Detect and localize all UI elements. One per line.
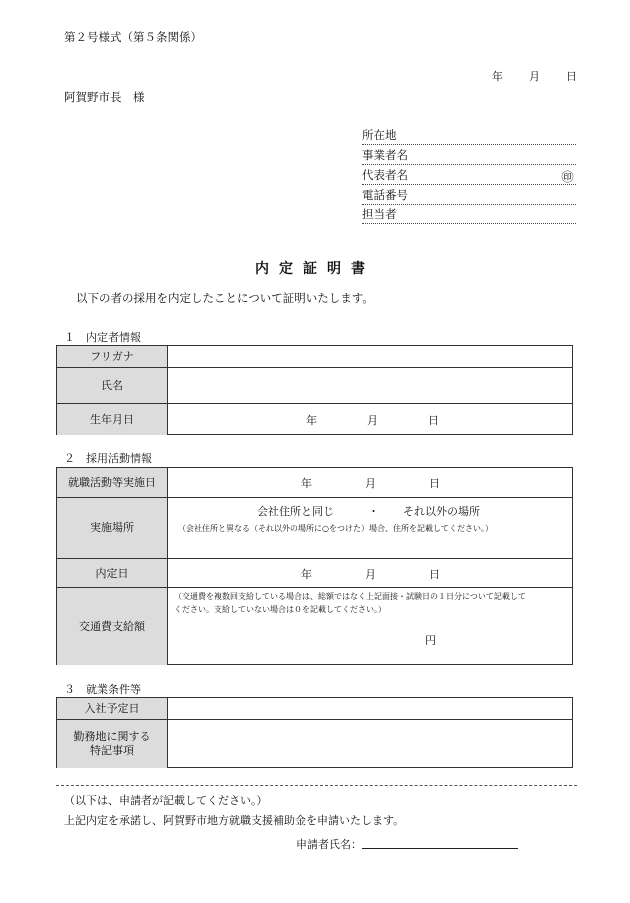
location-option-same[interactable]: 会社住所と同じ: [257, 505, 334, 518]
location-label: 実施場所: [57, 498, 168, 558]
offer-person-table: [56, 345, 573, 435]
activity-year: 年: [301, 476, 312, 490]
date-day-label: 日: [566, 70, 577, 83]
birthdate-row: [57, 403, 572, 435]
birthdate-input[interactable]: [168, 404, 572, 435]
footer-note: （以下は、申請者が記載してください。）: [64, 794, 268, 807]
special-notes-input[interactable]: [168, 720, 572, 768]
furigana-label: フリガナ: [57, 346, 168, 367]
transport-row: [57, 587, 572, 665]
section1-heading: １ 内定者情報: [64, 331, 141, 344]
birth-year: 年: [306, 413, 317, 427]
activity-date-input[interactable]: [168, 468, 572, 497]
name-label: 氏名: [57, 368, 168, 403]
company-name-label: 事業者名: [362, 148, 408, 162]
location-input[interactable]: [168, 498, 572, 558]
activity-date-row: [57, 468, 572, 497]
special-notes-label-line2: 特記事項: [90, 744, 134, 757]
intro-text: 以下の者の採用を内定したことについて証明いたします。: [76, 291, 374, 305]
transport-label: 交通費支給額: [57, 588, 168, 665]
offer-date-input[interactable]: [168, 559, 572, 588]
birth-month: 月: [367, 413, 378, 427]
location-note: （会社住所と異なる（それ以外の場所に○をつけた）場合、住所を記載してください。）: [178, 524, 493, 533]
contact-person-field[interactable]: [362, 204, 576, 224]
birth-day: 日: [428, 413, 439, 427]
location-option-other[interactable]: それ以外の場所: [403, 505, 480, 518]
section3-heading: ３ 就業条件等: [64, 683, 141, 696]
location-separator: ・: [368, 505, 379, 518]
name-row: [57, 367, 572, 403]
offer-month: 月: [365, 567, 376, 581]
name-input[interactable]: [168, 368, 572, 403]
offer-day: 日: [429, 567, 440, 581]
start-date-label: 入社予定日: [57, 698, 168, 719]
transport-input[interactable]: [168, 588, 572, 665]
phone-label: 電話番号: [362, 188, 408, 202]
footer-statement: 上記内定を承諾し、阿賀野市地方就職支援補助金を申請いたします。: [64, 814, 405, 827]
offer-year: 年: [301, 567, 312, 581]
yen-label: 円: [425, 634, 436, 647]
start-date-row: [57, 698, 572, 719]
document-title: 内定証明書: [255, 261, 375, 277]
start-date-input[interactable]: [168, 698, 572, 719]
recruitment-table: [56, 467, 573, 665]
representative-field[interactable]: [362, 165, 576, 185]
applicant-name-label: 申請者氏名：: [296, 838, 362, 851]
address-label: 所在地: [362, 128, 397, 142]
activity-date-label: 就職活動等実施日: [57, 468, 168, 497]
special-notes-row: [57, 719, 572, 768]
special-notes-label-line1: 勤務地に関する: [73, 730, 151, 743]
activity-day: 日: [429, 476, 440, 490]
offer-date-row: [57, 558, 572, 588]
applicant-name-line[interactable]: [362, 848, 518, 849]
representative-label: 代表者名: [362, 168, 408, 182]
seal-mark: ㊞: [561, 170, 574, 184]
date-year-label: 年: [492, 70, 503, 83]
furigana-input[interactable]: [168, 346, 572, 367]
furigana-row: [57, 346, 572, 367]
phone-field[interactable]: [362, 185, 576, 205]
address-field[interactable]: [362, 125, 576, 145]
form-number: 第２号様式（第５条関係）: [64, 30, 202, 44]
contact-person-label: 担当者: [362, 207, 397, 221]
section2-heading: ２ 採用活動情報: [64, 452, 152, 465]
offer-date-label: 内定日: [57, 559, 168, 588]
location-row: [57, 497, 572, 558]
cut-line: [56, 785, 577, 786]
special-notes-label: [57, 720, 168, 768]
transport-note-line2: ください。支給していない場合は０を記載してください。）: [174, 605, 386, 614]
date-month-label: 月: [529, 70, 540, 83]
transport-note-line1: （交通費を複数回支給している場合は、総額ではなく上記面接・試験日の１日分について記載して: [174, 592, 526, 601]
birthdate-label: 生年月日: [57, 404, 168, 435]
employment-table: [56, 697, 573, 768]
activity-month: 月: [365, 476, 376, 490]
company-name-field[interactable]: [362, 145, 576, 165]
addressee: 阿賀野市長 様: [64, 90, 145, 104]
